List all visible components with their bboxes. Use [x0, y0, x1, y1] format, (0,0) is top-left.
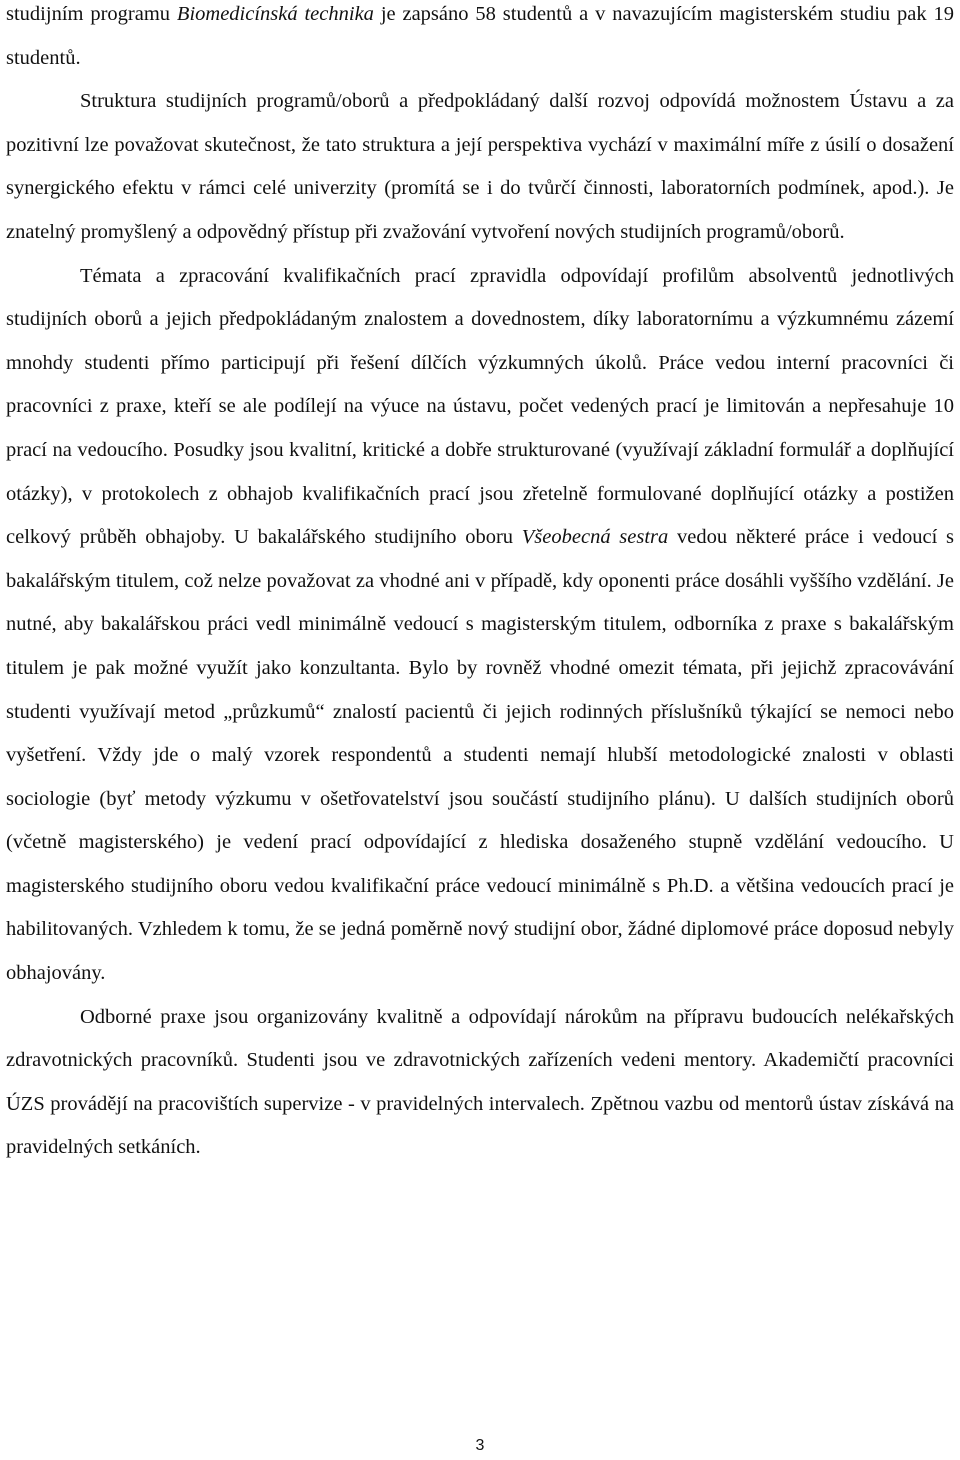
paragraph-text: je zapsáno 58 studentů a v navazujícím magisterském studiu pak 19 studentů.	[6, 3, 954, 69]
paragraph-practice: Odborné praxe jsou organizovány kvalitně a odpovídají nárokům na přípravu budoucích nelékařských zdravotnických pracovníků. Studenti jsou ve zdravotnických zařízeních vedeni mentory. Akademičtí pracovníci ÚZS provádějí na pracovištích supervize - v pravidelných intervalech. Zpětnou vazbu od mentorů ústav získává na pravidelných setkáních.	[6, 1005, 954, 1159]
paragraph-theses	[6, 255, 954, 996]
document-body	[6, 0, 954, 1170]
paragraph-text: vedou některé práce i vedoucí s bakalářským titulem, což nelze považovat za vhodné ani v případě, kdy oponenti práce dosáhli vyššího vzdělání. Je nutné, aby bakalářskou práci vedl minimálně vedoucí s magisterským titulem, odborníka z praxe s bakalářským titulem je pak možné využít jako konzultanta. Bylo by rovněž vhodné omezit témata, při jejichž zpracovávání studenti využívají metod „průzkumů“ znalostí pacientů či jejich rodinných příslušníků týkající se nemoci nebo vyšetření. Vždy jde o malý vzorek respondentů a studenti nemají hlubší metodologické znalosti v oblasti sociologie (byť metody výzkumu v ošetřovatelství jsou součástí studijního plánu). U dalších studijních oborů (včetně magisterského) je vedení prací odpovídající z hlediska dosaženého stupně vzdělání vedoucího. U magisterského studijního oboru vedou kvalifikační práce vedoucí minimálně s Ph.D. a většina vedoucích prací je habilitovaných. Vzhledem k tomu, že se jedná poměrně nový studijní obor, žádné diplomové práce doposud nebyly obhajovány.	[6, 526, 954, 985]
paragraph-text: studijním programu	[6, 3, 177, 25]
paragraph-continuation	[6, 0, 954, 80]
paragraph-structure: Struktura studijních programů/oborů a předpokládaný další rozvoj odpovídá možnostem Ústavu a za pozitivní lze považovat skutečnost, že tato struktura a její perspektiva vychází v maximální míře z úsilí o dosažení synergického efektu v rámci celé univerzity (promítá se i do tvůrčí činnosti, laboratorních podmínek, apod.). Je znatelný promyšlený a odpovědný přístup při zvažování vytvoření nových studijních programů/oborů.	[6, 90, 954, 243]
paragraph-text: Témata a zpracování kvalifikačních prací zpravidla odpovídají profilům absolventů jednotlivých studijních oborů a jejich předpokládaným znalostem a dovednostem, díky laboratornímu a výzkumnému zázemí mnohdy studenti přímo participují při řešení dílčích výzkumných úkolů. Práce vedou interní pracovníci či pracovníci z praxe, kteří se ale podílejí na výuce na ústavu, počet vedených prací je limitován a nepřesahuje 10 prací na vedoucího. Posudky jsou kvalitní, kritické a dobře strukturované (využívají základní formulář a doplňující otázky), v protokolech z obhajob kvalifikačních prací jsou zřetelně formulované doplňující otázky a postižen celkový průběh obhajoby. U bakalářského studijního oboru	[6, 264, 954, 549]
page-number: 3	[475, 1437, 485, 1454]
program-name-italic: Všeobecná sestra	[521, 526, 669, 549]
program-name-italic: Biomedicínská technika	[176, 3, 374, 25]
